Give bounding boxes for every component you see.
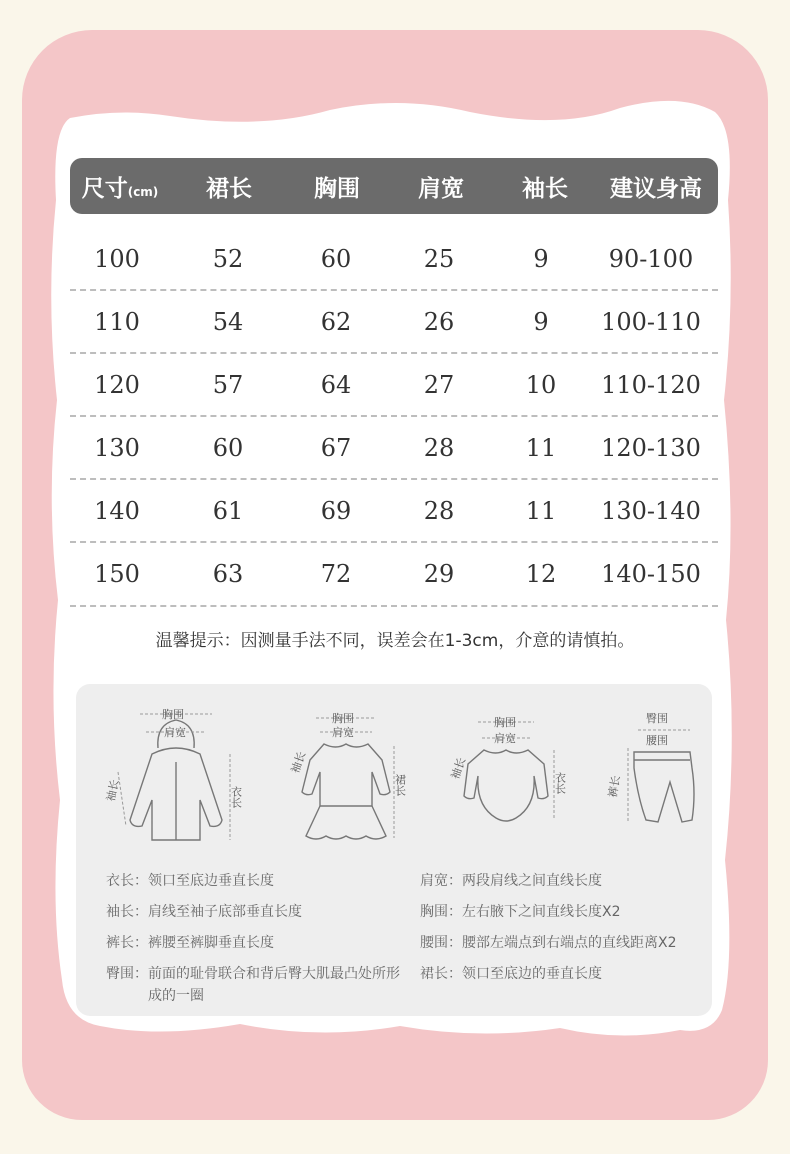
cell-shoulder: 26 (423, 307, 455, 336)
romper-shoulder-label: 肩宽 (494, 732, 516, 745)
header-skirt-length: 裙长 (206, 175, 252, 202)
cell-chest: 72 (320, 560, 352, 588)
cell-sleeve: 10 (525, 370, 557, 399)
cell-shoulder: 25 (423, 244, 455, 273)
cell-size: 120 (94, 370, 140, 399)
cell-sleeve: 12 (525, 560, 557, 588)
romper-sleeve-label: 袖长 (448, 755, 469, 782)
cell-skirt: 54 (212, 307, 244, 336)
table-row (70, 480, 718, 543)
header-sleeve: 袖长 (522, 175, 568, 202)
pants-diagram (600, 708, 700, 838)
cell-height: 90-100 (608, 244, 694, 273)
table-row (70, 543, 718, 607)
romper-chest-label: 胸围 (494, 716, 516, 729)
cell-sleeve: 9 (533, 307, 549, 336)
dress-chest-label: 胸围 (332, 712, 354, 725)
jacket-sleeve-label: 袖长 (104, 778, 122, 803)
cell-size: 150 (94, 560, 140, 588)
dress-sleeve-label: 袖长 (288, 749, 309, 776)
definition-item: 肩宽： 两段肩线之间直线长度 (420, 873, 602, 889)
cell-sleeve: 11 (525, 496, 557, 525)
header-shoulder: 肩宽 (418, 175, 464, 202)
table-row (70, 354, 718, 417)
definition-item: 腰围： 腰部左端点到右端点的直线距离X2 (420, 935, 677, 951)
table-row (70, 417, 718, 480)
cell-skirt: 52 (212, 244, 244, 273)
cell-height: 100-110 (601, 307, 701, 336)
cell-sleeve: 11 (525, 433, 557, 462)
jacket-length-label: 衣长 (229, 786, 243, 808)
definition-item: 裙长： 领口至底边的垂直长度 (420, 966, 602, 982)
cell-skirt: 63 (212, 560, 244, 588)
size-table (70, 228, 718, 607)
cell-height: 130-140 (601, 496, 701, 525)
pants-waist-label: 腰围 (646, 734, 668, 747)
jacket-diagram (96, 702, 246, 852)
cell-shoulder: 28 (423, 496, 455, 525)
cell-chest: 69 (320, 496, 352, 525)
cell-shoulder: 29 (423, 560, 455, 588)
pants-hip-label: 臀围 (646, 712, 668, 725)
definition-item: 裤长： 裤腰至裤脚垂直长度 (106, 935, 274, 951)
header-chest: 胸围 (314, 175, 360, 202)
cell-chest: 62 (320, 307, 352, 336)
cell-chest: 64 (320, 370, 352, 399)
cell-chest: 67 (320, 433, 352, 462)
definition-item: 袖长： 肩线至袖子底部垂直长度 (106, 904, 302, 920)
table-row (70, 291, 718, 354)
jacket-chest-label: 胸围 (162, 708, 184, 721)
jacket-shoulder-label: 肩宽 (164, 726, 186, 739)
cell-height: 120-130 (601, 433, 701, 462)
dress-length-label: 裙长 (393, 774, 406, 796)
cell-skirt: 57 (212, 370, 244, 399)
table-header (70, 158, 718, 214)
dress-shoulder-label: 肩宽 (332, 726, 354, 739)
romper-length-label: 衣长 (553, 772, 566, 794)
definition-item: 胸围： 左右腋下之间直线长度X2 (420, 904, 621, 920)
cell-chest: 60 (320, 244, 352, 273)
romper-diagram (446, 710, 566, 830)
cell-size: 130 (94, 433, 140, 462)
cell-sleeve: 9 (533, 244, 549, 273)
definition-item: 衣长： 领口至底边垂直长度 (106, 873, 274, 889)
cell-shoulder: 27 (423, 370, 455, 399)
cell-size: 100 (94, 244, 140, 273)
cell-size: 140 (94, 496, 140, 525)
pants-length-label: 裤长 (606, 774, 623, 799)
measurement-guide (76, 684, 712, 1016)
table-row (70, 228, 718, 291)
cell-skirt: 60 (212, 433, 244, 462)
header-height: 建议身高 (610, 175, 702, 202)
cell-skirt: 61 (212, 496, 244, 525)
header-size: 尺寸(cm) (81, 175, 159, 202)
cell-shoulder: 28 (423, 433, 455, 462)
cell-size: 110 (94, 307, 140, 336)
measurement-tip: 温馨提示：因测量手法不同，误差会在1-3cm，介意的请慎拍。 (155, 631, 635, 651)
cell-height: 110-120 (601, 370, 701, 399)
definition-item: 臀围： 前面的耻骨联合和背后臀大肌最凸处所形成的一圈 (106, 966, 400, 1004)
dress-diagram (286, 710, 406, 850)
cell-height: 140-150 (601, 560, 701, 588)
